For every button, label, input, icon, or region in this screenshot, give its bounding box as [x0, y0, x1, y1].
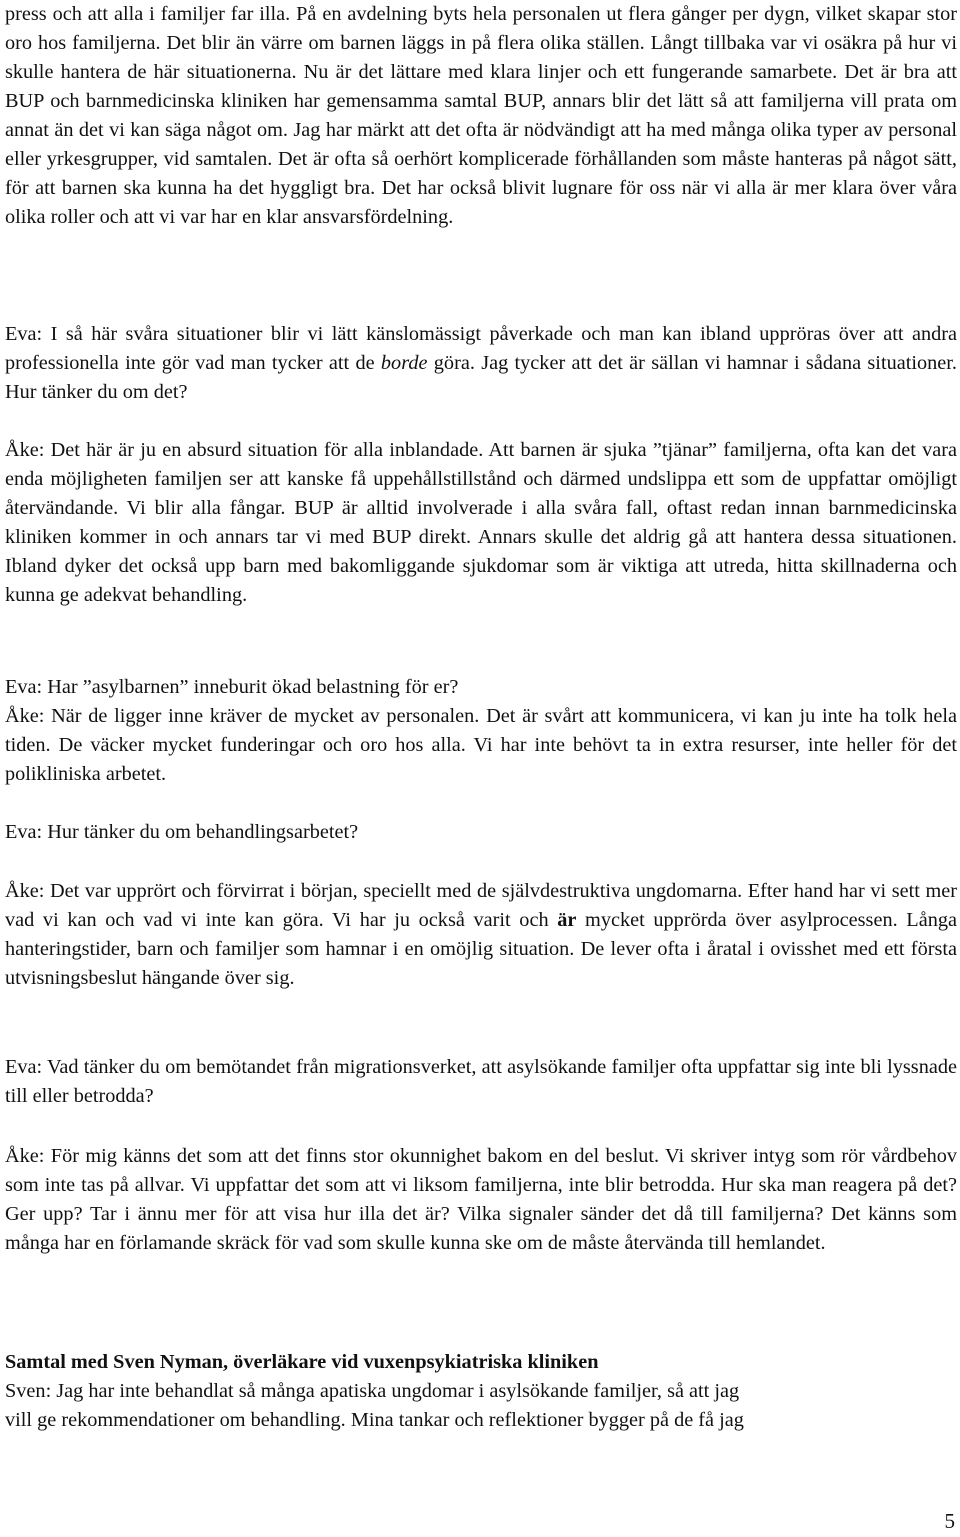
paragraph-3: Åke: Det här är ju en absurd situation för alla inblandade. Att barnen är sjuka ”tjänar” familjerna, ofta kan det vara enda möjligheten familjen ser att kanske få uppehållstillstånd och därmed undslippa ett som de uppfattar omöjligt återvändande. Vi blir alla fångar. BUP är alltid involverade i alla svåra fall, oftast redan innan barnmedicinska kliniken kommer in och annars tar vi med BUP direkt. Annars skulle det aldrig gå att hantera dessa situationen. Ibland dyker det också upp barn med bakomliggande sjukdomar som är viktiga att utreda, hitta skillnaderna och kunna ge adekvat behandling.: [5, 439, 957, 606]
paragraph-10: [5, 1377, 957, 1435]
paragraph-4: Eva: Har ”asylbarnen” inneburit ökad belastning för er?: [5, 676, 459, 698]
paragraph-2-text-a: Eva: I så här svåra situationer blir vi lätt känslomässigt påverkade och man kan ibland uppröras över att andra professionella inte gör vad man tycker att de: [5, 323, 957, 374]
paragraph-8: Eva: Vad tänker du om bemötandet från migrationsverket, att asylsökande familjer ofta uppfattar sig inte bli lyssnade till eller betrodda?: [5, 1056, 957, 1107]
paragraph-7-text-a: Åke: Det var upprört och förvirrat i början, speciellt med de självdestruktiva ungdomarna. Efter hand har vi sett mer vad vi kan och vad vi inte kan göra. Vi har ju också varit och: [5, 880, 957, 931]
paragraph-6: Eva: Hur tänker du om behandlingsarbetet?: [5, 821, 359, 843]
paragraph-7-text-b: mycket upprörda över asylprocessen. Långa hanteringstider, barn och familjer som hamnar i en omöjlig situation. De lever ofta i åratal i ovisshet med ett första utvisningsbeslut hängande över sig.: [5, 909, 957, 989]
section-heading: Samtal med Sven Nyman, överläkare vid vuxenpsykiatriska kliniken: [5, 1351, 599, 1373]
paragraph-7: [5, 877, 957, 993]
paragraph-9: Åke: För mig känns det som att det finns stor okunnighet bakom en del beslut. Vi skriver intyg som rör vårdbehov som inte tas på allvar. Vi uppfattar det som att vi liksom familjerna, inte blir betrodda. Hur ska man reagera på det? Ger upp? Tar i ännu mer för att visa hur illa det är? Vilka signaler sänder det då till familjerna? Det känns som många har en förlamande skräck för vad som skulle kunna ske om de måste återvända till hemlandet.: [5, 1145, 957, 1254]
page-number: 5: [944, 1509, 955, 1533]
paragraph-10-line-1: Sven: Jag har inte behandlat så många apatiska ungdomar i asylsökande familjer, så att jag: [5, 1380, 740, 1402]
paragraph-7-bold-word: är: [557, 909, 577, 931]
paragraph-2: [5, 320, 957, 407]
paragraph-10-line-2: vill ge rekommendationer om behandling. Mina tankar och reflektioner bygger på de få jag: [5, 1409, 744, 1431]
paragraph-2-italic-word: borde: [380, 352, 428, 374]
paragraph-5: Åke: När de ligger inne kräver de mycket av personalen. Det är svårt att kommunicera, vi kan ju inte ha tolk hela tiden. De väcker mycket funderingar och oro hos alla. Vi har inte behövt ta in extra resurser, inte heller för det polikliniska arbetet.: [5, 705, 957, 785]
paragraph-2-text-b: göra. Jag tycker att det är sällan vi hamnar i sådana situationer. Hur tänker du om det?: [5, 352, 957, 403]
paragraph-1: press och att alla i familjer far illa. På en avdelning byts hela personalen ut flera gånger per dygn, vilket skapar stor oro hos familjerna. Det blir än värre om barnen läggs in på flera olika ställen. Långt tillbaka var vi osäkra på hur vi skulle hantera de här situationerna. Nu är det lättare med klara linjer och ett fungerande samarbete. Det är bra att BUP och barnmedicinska kliniken har gemensamma samtal BUP, annars blir det lätt så att familjerna vill prata om annat än det vi kan säga något om. Jag har märkt att det ofta är nödvändigt att ha med många olika typer av personal eller yrkesgrupper, vid samtalen. Det är ofta så oerhört komplicerade förhållanden som måste hanteras på något sätt, för att barnen ska kunna ha det hyggligt bra. Det har också blivit lugnare för oss när vi alla är mer klara över våra olika roller och att vi var har en klar ansvarsfördelning.: [5, 3, 957, 228]
